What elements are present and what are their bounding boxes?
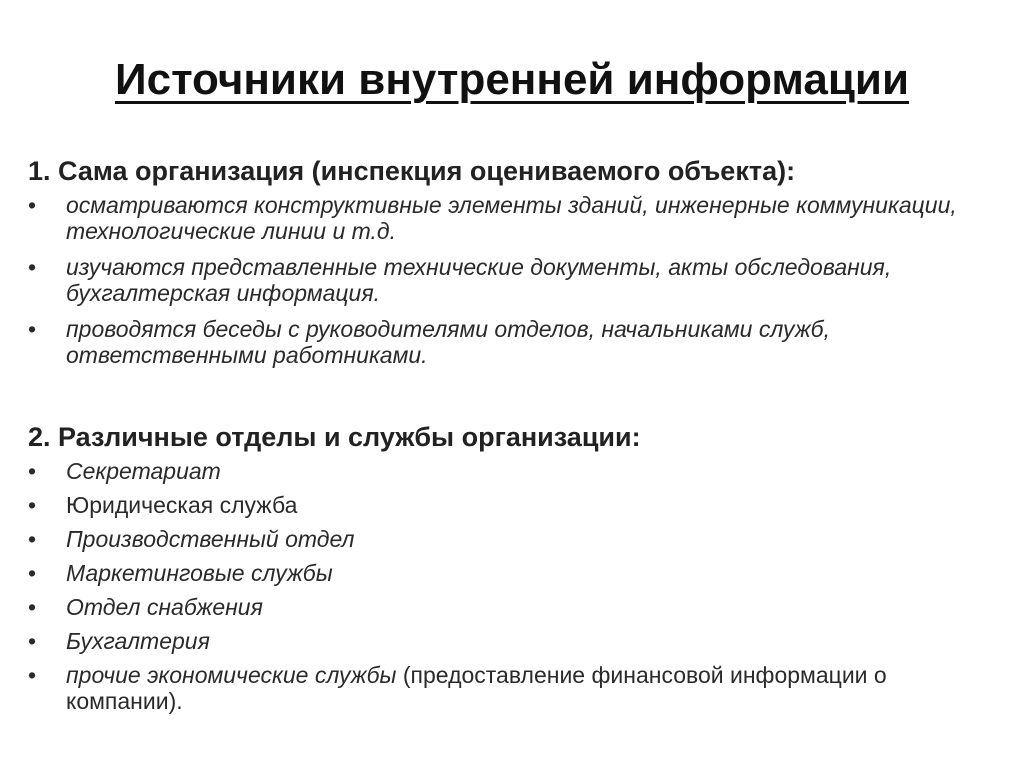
list-item-text-italic: Бухгалтерия xyxy=(66,628,210,654)
list-item xyxy=(28,526,1008,552)
list-item-text-regular: Юридическая служба xyxy=(66,492,298,518)
list-item xyxy=(28,594,1008,620)
list-item-text: проводятся беседы с руководителями отделов, начальниками служб, ответственными работниками. xyxy=(66,316,830,368)
list-item xyxy=(28,458,1008,484)
list-item-text-italic: прочие экономические службы xyxy=(66,662,397,688)
bullet-icon: • xyxy=(28,628,37,654)
bullet-icon: • xyxy=(28,492,37,518)
list-item-text-regular: (предоставление финансовой информации о компании). xyxy=(66,662,887,714)
list-item-text: изучаются представленные технические документы, акты обследования, бухгалтерская информация. xyxy=(66,254,892,306)
bullet-icon: • xyxy=(28,192,37,218)
section-heading-1: 1. Сама организация (инспекция оцениваемого объекта): xyxy=(28,156,796,186)
list-item-text-italic: Маркетинговые службы xyxy=(66,560,333,586)
bullet-icon: • xyxy=(28,458,37,484)
list-item xyxy=(28,254,1008,306)
list-item xyxy=(28,628,1008,654)
slide-title: Источники внутренней информации xyxy=(114,55,910,104)
list-item-text: осматриваются конструктивные элементы зданий, инженерные коммуникации, технологические линии и т.д. xyxy=(66,192,957,244)
list-item xyxy=(28,492,1008,518)
list-item-text-italic: Отдел снабжения xyxy=(66,594,263,620)
list-item xyxy=(28,662,1008,714)
list-item xyxy=(28,192,1008,244)
list-item xyxy=(28,560,1008,586)
list-item-text-italic: Секретариат xyxy=(66,458,221,484)
section-organization xyxy=(28,154,1008,378)
bullet-icon: • xyxy=(28,254,37,280)
bullet-list-2 xyxy=(28,458,1008,714)
bullet-list-1 xyxy=(28,192,1008,368)
list-item xyxy=(28,316,1008,368)
bullet-icon: • xyxy=(28,662,37,688)
bullet-icon: • xyxy=(28,526,37,552)
section-departments xyxy=(28,420,1008,722)
bullet-icon: • xyxy=(28,560,37,586)
list-item-text-italic: Производственный отдел xyxy=(66,526,355,552)
bullet-icon: • xyxy=(28,316,37,342)
bullet-icon: • xyxy=(28,594,37,620)
section-heading-2: 2. Различные отделы и службы организации: xyxy=(28,422,641,452)
